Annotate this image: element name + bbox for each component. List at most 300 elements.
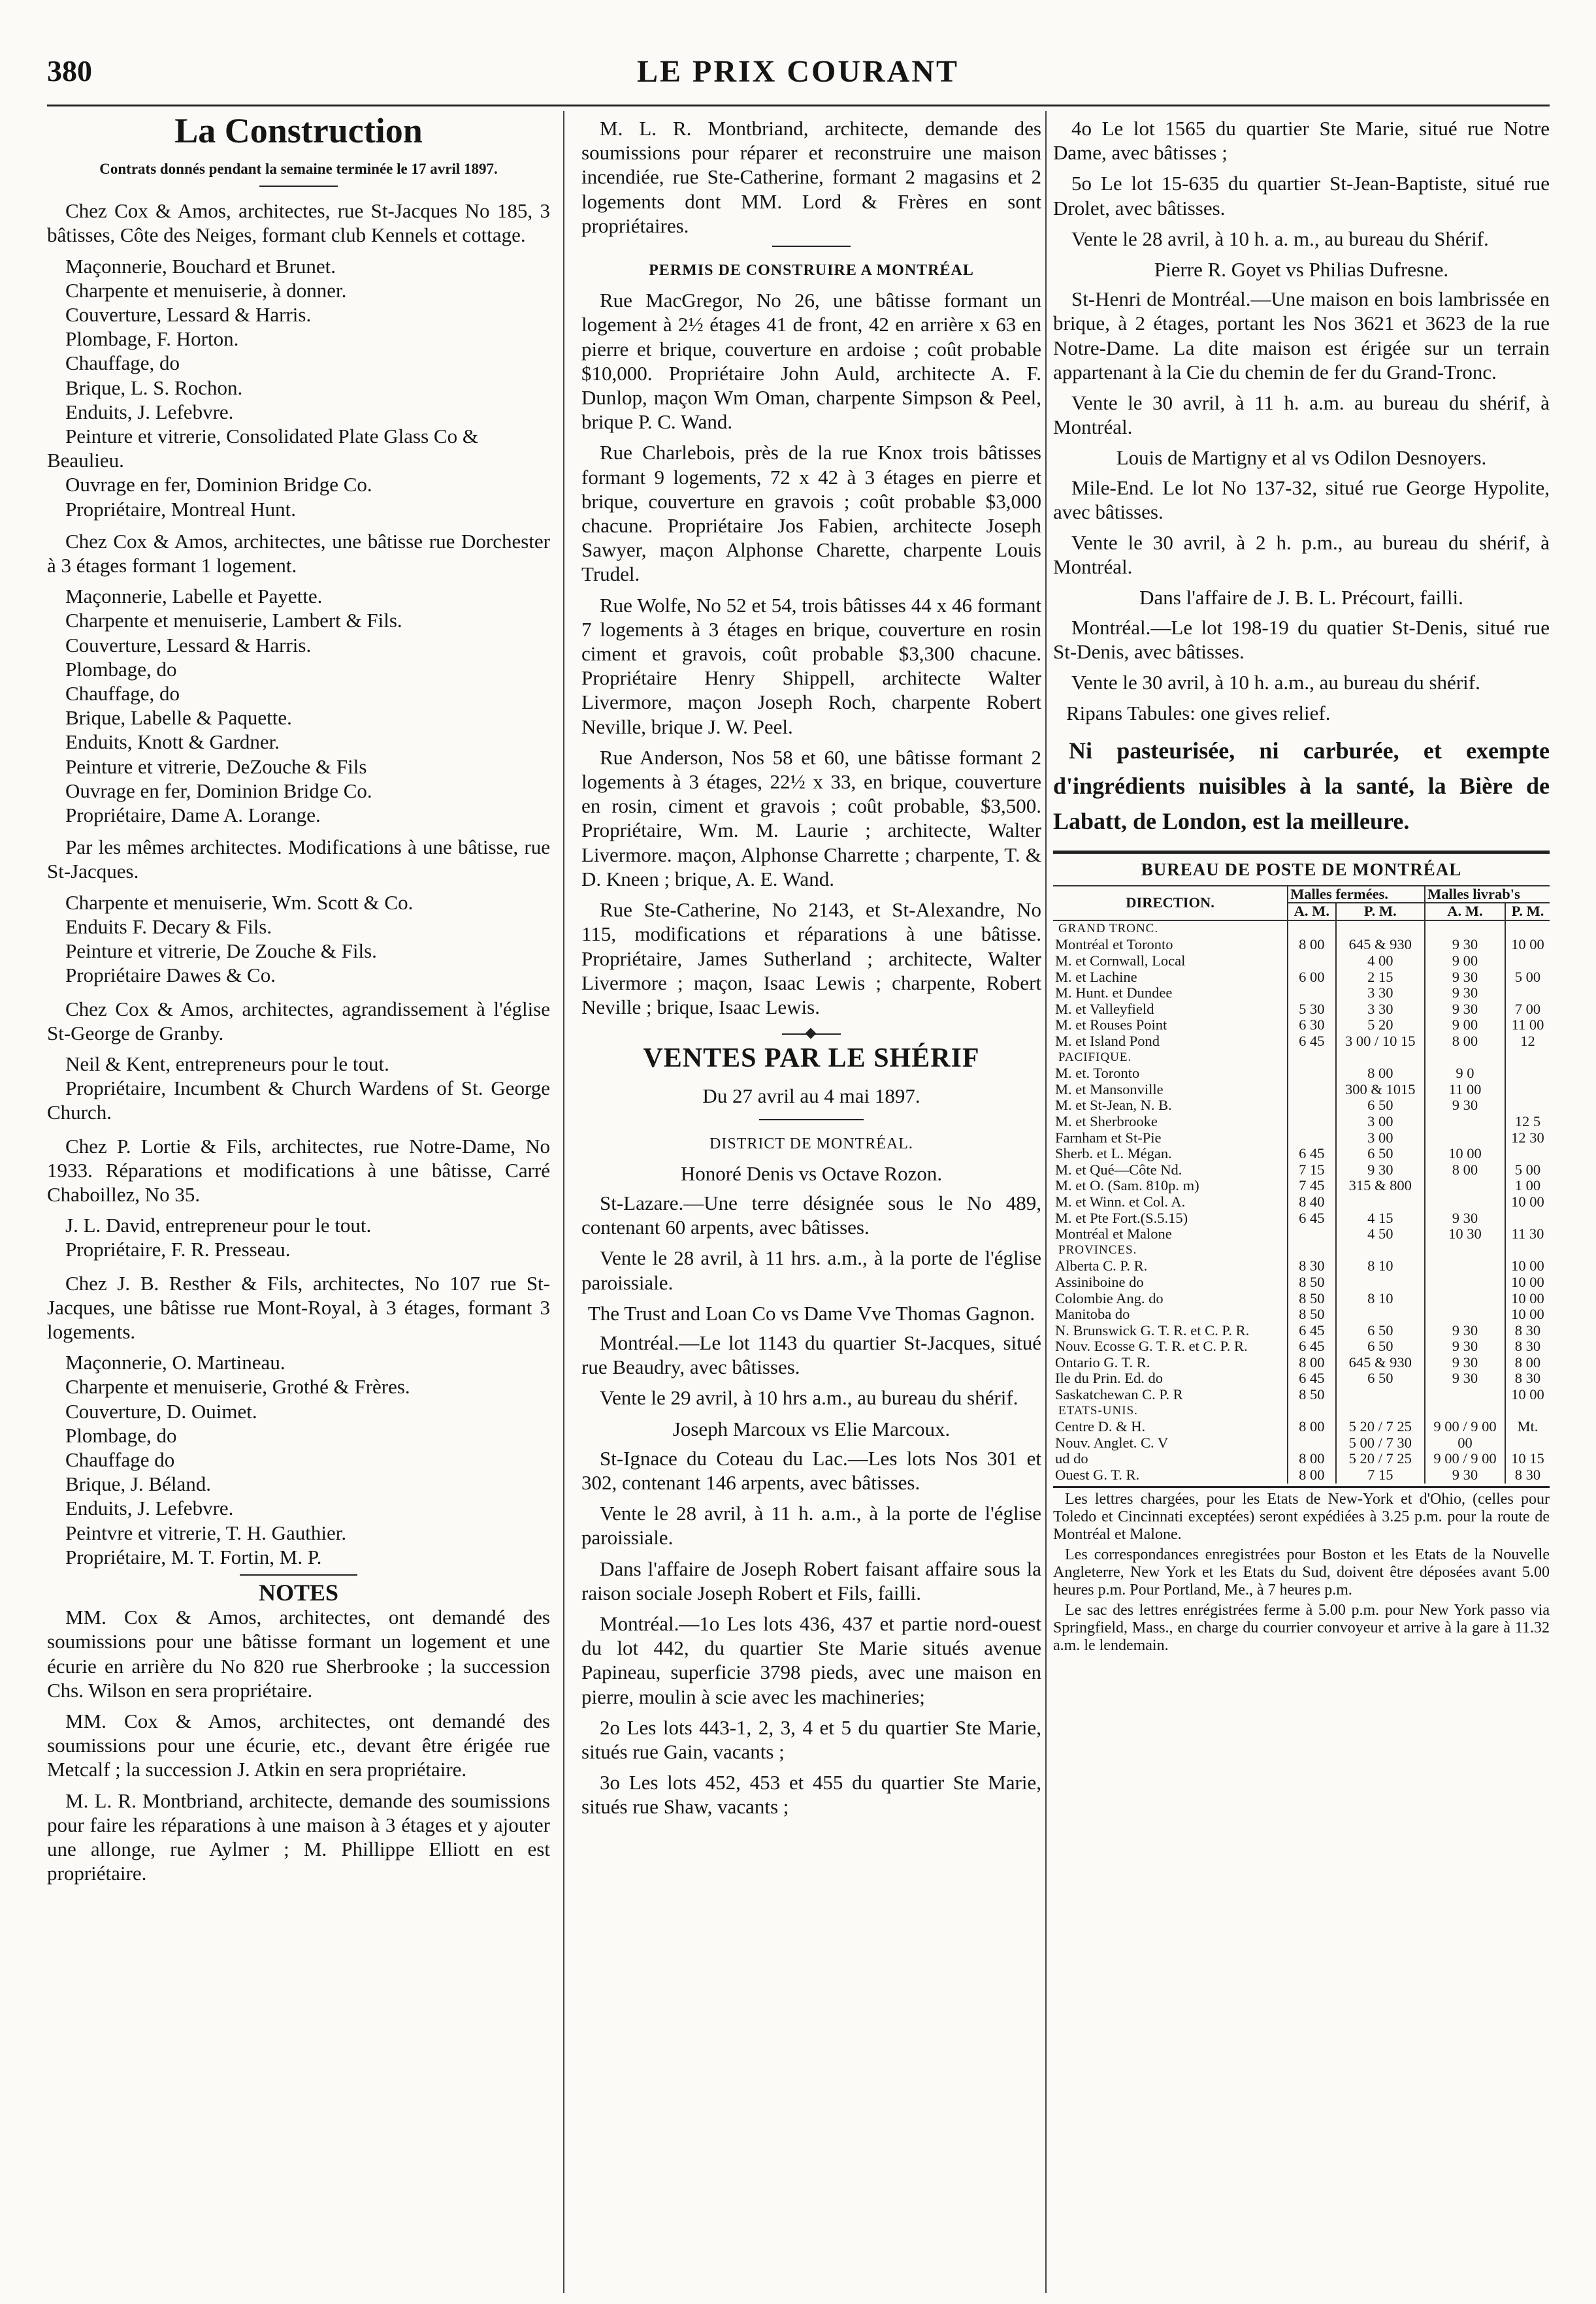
post-office-table — [1053, 885, 1550, 1484]
table-row — [1053, 1130, 1550, 1146]
table-direction-cell: Saskatchewan C. P. R — [1055, 1386, 1183, 1403]
footnote: Les lettres chargées, pour les Etats de New-York et d'Ohio, (celles pour Toledo et Cincinnati exceptées) seront expédiées à 3.25 p.m. pour la route de Montréal et Malone. — [1053, 1490, 1550, 1543]
table-cell — [1425, 1403, 1505, 1420]
table-time-cell: 2 15 — [1336, 969, 1425, 986]
table-bottom-rule — [1053, 1486, 1550, 1488]
post-office-table-body — [1053, 920, 1550, 1484]
case-text: Mile-End. Le lot No 137-32, situé rue George Hypolite, avec bâtisses. — [1053, 476, 1550, 523]
table-direction-cell: Montréal et Malone — [1055, 1225, 1172, 1242]
table-time-cell: 5 00 — [1505, 1162, 1550, 1178]
case-text: Montréal.—Le lot 1143 du quartier St-Jacques, situé rue Beaudry, avec bâtisses. — [581, 1331, 1041, 1379]
table-direction-cell: Alberta C. P. R. — [1055, 1257, 1148, 1274]
section-title-construction: La Construction — [174, 111, 423, 150]
table-time-cell: 7 45 — [1288, 1178, 1336, 1194]
case-text: St-Henri de Montréal.—Une maison en bois lambrissée en brique, à 2 étages, portant les Nos 3621 et 3623 de la rue Notre-Dame. La dite maison est érigée sur un terrain appartenant à la Cie du chemin de fer du Grand-Tronc. — [1053, 287, 1550, 383]
table-time-cell: 10 15 — [1505, 1451, 1550, 1467]
table-row — [1053, 1210, 1550, 1227]
contract-block — [47, 1134, 550, 1262]
table-time-cell: 8 50 — [1288, 1306, 1336, 1323]
table-direction-cell: ud do — [1055, 1450, 1088, 1467]
table-direction-cell: M. et Pte Fort.(S.5.15) — [1055, 1209, 1188, 1226]
table-row — [1053, 1274, 1550, 1291]
table-direction-cell: Ile du Prin. Ed. do — [1055, 1370, 1163, 1387]
case-title: Dans l'affaire de J. B. L. Précourt, failli. — [1139, 586, 1463, 609]
table-group-label: PROVINCES. — [1058, 1242, 1137, 1257]
contract-block — [47, 835, 550, 987]
table-time-cell: 9 30 — [1425, 1210, 1505, 1227]
table-time-cell: 9 30 — [1425, 1323, 1505, 1339]
table-time-cell: 9 30 — [1425, 1001, 1505, 1018]
table-time-cell: 5 20 / 7 25 — [1336, 1419, 1425, 1435]
table-time-cell: 8 00 — [1288, 937, 1336, 953]
table-direction-cell: Assiniboine do — [1055, 1273, 1144, 1290]
table-time-cell: 7 00 — [1505, 1001, 1550, 1018]
case-title: Joseph Marcoux vs Elie Marcoux. — [672, 1417, 951, 1440]
table-time-cell: 6 00 — [1288, 969, 1336, 986]
table-time-cell: 8 30 — [1505, 1467, 1550, 1484]
table-direction-cell: M. et St-Jean, N. B. — [1055, 1097, 1172, 1114]
contract-line: Enduits, J. Lefebvre. — [65, 1497, 234, 1520]
contract-line: Plombage, F. Horton. — [65, 327, 239, 351]
table-cell — [1288, 1050, 1336, 1066]
table-time-cell: 8 50 — [1288, 1274, 1336, 1291]
table-time-cell: 8 10 — [1336, 1258, 1425, 1274]
table-time-cell: 9 30 — [1425, 1371, 1505, 1387]
contract-line: Maçonnerie, Bouchard et Brunet. — [65, 254, 336, 278]
table-top-rule — [1053, 851, 1550, 854]
table-time-cell: 8 50 — [1288, 1291, 1336, 1307]
table-time-cell: 10 00 — [1505, 1306, 1550, 1323]
table-time-cell: 6 45 — [1288, 1146, 1336, 1162]
table-time-cell: 4 00 — [1336, 953, 1425, 969]
separator — [772, 246, 851, 247]
table-row — [1053, 1339, 1550, 1355]
table-row — [1053, 1017, 1550, 1033]
table-time-cell — [1505, 1435, 1550, 1452]
table-time-cell: 6 45 — [1288, 1371, 1336, 1387]
contract-line: Peintvre et vitrerie, T. H. Gauthier. — [65, 1521, 347, 1544]
table-direction-cell: Nouv. Anglet. C. V — [1055, 1434, 1169, 1451]
table-time-cell — [1425, 1306, 1505, 1323]
table-time-cell: 8 00 — [1288, 1467, 1336, 1484]
table-time-cell — [1505, 1065, 1550, 1082]
case-text: Vente le 30 avril, à 10 h. a.m., au bureau du shérif. — [1071, 671, 1480, 694]
table-row — [1053, 953, 1550, 969]
table-time-cell — [1288, 1226, 1336, 1242]
contract-line: J. L. David, entrepreneur pour le tout. — [65, 1214, 372, 1237]
table-group-row — [1053, 1403, 1550, 1420]
table-time-cell — [1425, 1178, 1505, 1194]
table-direction-cell: Sherb. et L. Mégan. — [1055, 1145, 1172, 1162]
table-time-cell: 8 00 — [1425, 1033, 1505, 1050]
table-time-cell: 11 00 — [1505, 1017, 1550, 1033]
table-time-cell: 9 00 / 9 00 — [1425, 1419, 1505, 1435]
permit-entry: Rue Charlebois, près de la rue Knox trois bâtisses formant 9 logements, 72 x 42 à 3 étages en pierre et brique, couverture en gravois ; coût probable $3,000 chacune. Propriétaire Jos Fabien, architecte Joseph Sawyer, maçon Alphonse Charette, charpente Louis Trudel. — [581, 441, 1041, 586]
column-1 — [47, 111, 550, 1892]
table-direction-cell: M. et Mansonville — [1055, 1080, 1164, 1097]
table-time-cell: 4 50 — [1336, 1226, 1425, 1242]
table-row — [1053, 1146, 1550, 1162]
table-direction-cell: Ouest G. T. R. — [1055, 1467, 1140, 1484]
table-direction-cell: Montréal et Toronto — [1055, 936, 1173, 953]
table-group-row — [1053, 1050, 1550, 1066]
header-rule — [47, 105, 1550, 106]
contract-line: Couverture, Lessard & Harris. — [65, 633, 312, 657]
table-direction-cell: Manitoba do — [1055, 1306, 1130, 1323]
contract-line: Couverture, D. Ouimet. — [65, 1399, 257, 1423]
contract-line: Enduits, J. Lefebvre. — [65, 400, 234, 423]
case-text: St-Ignace du Coteau du Lac.—Les lots Nos 301 et 302, contenant 146 arpents, avec bâtisses. — [581, 1446, 1041, 1494]
table-cell — [1425, 1050, 1505, 1066]
permit-entry: Rue Wolfe, No 52 et 54, trois bâtisses 44 x 46 formant 7 logements à 3 étages en brique, couverture en rosin ciment et gravois, coût probable $3,300 chacune. Propriétaire Henry Shippell, architecte Walter Livermore, maçon Joseph Roch, charpente Robert Neville, brique J. W. Peel. — [581, 593, 1041, 738]
table-row — [1053, 1001, 1550, 1018]
table-time-cell — [1425, 1274, 1505, 1291]
contract-block — [47, 997, 550, 1125]
contract-line: Enduits, Knott & Gardner. — [65, 730, 280, 754]
ripans-ad: Ripans Tabules: one gives relief. — [1066, 702, 1331, 725]
table-row — [1053, 1065, 1550, 1082]
table-time-cell — [1425, 1291, 1505, 1307]
table-time-cell: 12 — [1505, 1033, 1550, 1050]
note-paragraph: M. L. R. Montbriand, architecte, demande des soumissions pour faire les réparations à une maison à 3 étages et y ajouter une allonge, rue Aylmer ; M. Phillippe Elliott en est propriétaire. — [47, 1789, 550, 1885]
table-time-cell: 7 15 — [1288, 1162, 1336, 1178]
table-time-cell: 8 00 — [1288, 1451, 1336, 1467]
separator — [759, 1119, 864, 1120]
contract-line: Brique, J. Béland. — [65, 1472, 211, 1496]
table-time-cell — [1425, 1387, 1505, 1403]
pm-header: P. M. — [1505, 903, 1550, 920]
table-row — [1053, 1226, 1550, 1242]
table-time-cell — [1336, 1274, 1425, 1291]
case-title: Dans l'affaire de Joseph Robert faisant affaire sous la raison sociale Joseph Robert et Fils, failli. — [581, 1557, 1041, 1604]
column-3 — [1053, 116, 1550, 1657]
contract-intro: Par les mêmes architectes. Modifications à une bâtisse, rue St-Jacques. — [47, 836, 550, 883]
table-time-cell: 315 & 800 — [1336, 1178, 1425, 1194]
separator — [259, 186, 338, 187]
malles-livrees-header: Malles livrab's — [1425, 886, 1550, 903]
table-direction-cell: N. Brunswick G. T. R. et C. P. R. — [1055, 1322, 1250, 1339]
case-text: St-Lazare.—Une terre désignée sous le No 489, contenant 60 arpents, avec bâtisses. — [581, 1191, 1041, 1239]
table-row — [1053, 969, 1550, 986]
contract-line: Plombage, do — [65, 657, 177, 681]
table-time-cell: 11 30 — [1505, 1226, 1550, 1242]
case-title: Honoré Denis vs Octave Rozon. — [680, 1161, 943, 1185]
permit-entry: Rue MacGregor, No 26, une bâtisse formant un logement à 2½ étages 41 de front, 42 en arrière x 63 en pierre et brique, couverture en ardoise ; coût probable $10,000. Propriétaire John Auld, architecte A. F. Dunlop, maçon Wm Oman, charpente Simpson & Peel, brique P. C. Wand. — [581, 289, 1041, 434]
table-time-cell: 9 00 — [1425, 953, 1505, 969]
table-time-cell: 8 40 — [1288, 1194, 1336, 1210]
table-time-cell: Mt. — [1505, 1419, 1550, 1435]
permit-entry: Rue Anderson, Nos 58 et 60, une bâtisse formant 2 logements à 3 étages, 22½ x 33, en brique, couverture en rosin, ciment et gravois ; coût probable, $3,500. Propriétaire, Wm. M. Laurie ; architecte, Walter Livermore. maçon, Alphonse Charrette ; charpente, T. & D. Kneen ; brique, A. E. Wand. — [581, 745, 1041, 890]
contract-line: Peinture et vitrerie, Consolidated Plate Glass Co & Beaulieu. — [47, 425, 478, 472]
table-row — [1053, 1114, 1550, 1130]
section-subtitle: Contrats donnés pendant la semaine terminée le 17 avril 1897. — [99, 161, 498, 178]
table-time-cell: 6 30 — [1288, 1017, 1336, 1033]
table-time-cell — [1505, 1097, 1550, 1114]
contract-intro: Chez P. Lortie & Fils, architectes, rue Notre-Dame, No 1933. Réparations et modifications à une bâtisse, Carré Chaboillez, No 35. — [47, 1134, 550, 1206]
table-time-cell: 3 00 / 10 15 — [1336, 1033, 1425, 1050]
table-time-cell: 6 45 — [1288, 1339, 1336, 1355]
table-direction-cell: Centre D. & H. — [1055, 1418, 1146, 1435]
contract-line: Maçonnerie, Labelle et Payette. — [65, 585, 323, 608]
contract-line: Peinture et vitrerie, DeZouche & Fils — [65, 754, 367, 778]
column-rule-2 — [1045, 111, 1047, 2293]
table-cell — [1505, 1050, 1550, 1066]
ventes-title: VENTES PAR LE SHÉRIF — [643, 1043, 980, 1074]
table-group-row — [1053, 920, 1550, 937]
table-direction-cell: M. et Valleyfield — [1055, 1000, 1154, 1017]
page-header — [0, 54, 1596, 99]
table-time-cell: 6 45 — [1288, 1033, 1336, 1050]
contract-block — [47, 529, 550, 827]
table-time-cell: 10 00 — [1505, 937, 1550, 953]
table-direction-cell: Colombie Ang. do — [1055, 1290, 1164, 1306]
page-number: 380 — [47, 54, 92, 88]
table-time-cell — [1336, 1306, 1425, 1323]
contract-line: Plombage, do — [65, 1423, 177, 1447]
table-group-label: GRAND TRONC. — [1058, 921, 1159, 935]
contract-intro: Chez Cox & Amos, architectes, une bâtisse rue Dorchester à 3 étages formant 1 logement. — [47, 529, 550, 577]
contract-line: Charpente et menuiserie, Lambert & Fils. — [65, 609, 402, 632]
contract-line: Brique, L. S. Rochon. — [65, 376, 243, 399]
case-text: Vente le 28 avril, à 10 h. a. m., au bureau du Shérif. — [1071, 227, 1489, 250]
table-row — [1053, 1291, 1550, 1307]
table-row — [1053, 1323, 1550, 1339]
table-direction-cell: M. et Cornwall, Local — [1055, 952, 1186, 969]
contract-intro: Chez Cox & Amos, architectes, agrandissement à l'église St-George de Granby. — [47, 997, 550, 1045]
table-time-cell — [1288, 985, 1336, 1001]
table-row — [1053, 1467, 1550, 1484]
contract-line: Chauffage, do — [65, 351, 180, 375]
table-time-cell: 8 00 — [1288, 1419, 1336, 1435]
direction-header: DIRECTION. — [1053, 886, 1288, 920]
table-time-cell: 3 00 — [1336, 1114, 1425, 1130]
table-time-cell: 12 30 — [1505, 1130, 1550, 1146]
contract-intro: Chez Cox & Amos, architectes, rue St-Jacques No 185, 3 bâtisses, Côte des Neiges, formant club Kennels et cottage. — [47, 199, 550, 247]
table-time-cell: 8 00 — [1505, 1355, 1550, 1371]
table-time-cell — [1425, 1130, 1505, 1146]
table-cell — [1505, 920, 1550, 937]
table-time-cell: 12 5 — [1505, 1114, 1550, 1130]
table-cell — [1336, 1403, 1425, 1420]
table-time-cell: 9 00 — [1425, 1017, 1505, 1033]
case-text: Montréal.—1o Les lots 436, 437 et partie nord-ouest du lot 442, du quartier Ste Marie situés avenue Papineau, superficie 3798 pieds, avec une maison en pierre, moulin à scie avec les machineries; — [581, 1612, 1041, 1708]
table-row — [1053, 1435, 1550, 1452]
table-direction-cell: Ontario G. T. R. — [1055, 1354, 1150, 1371]
contract-line: Propriétaire Dawes & Co. — [65, 964, 276, 987]
table-cell — [1425, 920, 1505, 937]
table-time-cell: 6 50 — [1336, 1339, 1425, 1355]
table-time-cell: 3 30 — [1336, 1001, 1425, 1018]
table-time-cell: 6 50 — [1336, 1146, 1425, 1162]
district-heading: DISTRICT DE MONTRÉAL. — [709, 1135, 913, 1152]
table-row — [1053, 937, 1550, 953]
table-time-cell: 8 50 — [1288, 1387, 1336, 1403]
contract-line: Chauffage do — [65, 1448, 175, 1471]
table-time-cell — [1288, 1435, 1336, 1452]
table-time-cell: 9 30 — [1425, 1355, 1505, 1371]
table-row — [1053, 1306, 1550, 1323]
table-group-row — [1053, 1242, 1550, 1259]
table-row — [1053, 1258, 1550, 1274]
table-time-cell: 8 00 — [1425, 1162, 1505, 1178]
contract-line: Ouvrage en fer, Dominion Bridge Co. — [65, 473, 372, 496]
table-time-cell: 6 50 — [1336, 1097, 1425, 1114]
footnote: Le sac des lettres enrégistrées ferme à 5.00 p.m. pour New York passo via Springfield, Mass., en charge du courrier convoyeur et arrive à la gare à 11.32 a.m. le lendemain. — [1053, 1601, 1550, 1654]
table-time-cell: 6 50 — [1336, 1371, 1425, 1387]
contract-line: Ouvrage en fer, Dominion Bridge Co. — [65, 779, 372, 802]
table-row — [1053, 1387, 1550, 1403]
ornament-divider — [782, 1033, 841, 1035]
contract-line: Charpente et menuiserie, Grothé & Frères. — [65, 1375, 410, 1399]
table-time-cell — [1288, 1130, 1336, 1146]
table-time-cell: 9 0 — [1425, 1065, 1505, 1082]
table-time-cell: 10 00 — [1425, 1146, 1505, 1162]
running-title: LE PRIX COURANT — [636, 54, 960, 89]
table-time-cell: 8 30 — [1505, 1371, 1550, 1387]
contract-line: Charpente et menuiserie, Wm. Scott & Co. — [65, 890, 414, 914]
contract-line: Maçonnerie, O. Martineau. — [65, 1351, 285, 1374]
table-row — [1053, 1419, 1550, 1435]
table-time-cell: 8 30 — [1505, 1339, 1550, 1355]
table-group-label: ETATS-UNIS. — [1058, 1403, 1138, 1418]
note-paragraph: MM. Cox & Amos, architectes, ont demandé des soumissions pour une bâtisse formant un logement et une écurie en arrière du No 820 rue Sherbrooke ; la succession Chs. Wilson en sera propriétaire. — [47, 1606, 550, 1702]
table-row — [1053, 1178, 1550, 1194]
table-time-cell: 5 20 / 7 25 — [1336, 1451, 1425, 1467]
ventes-dates: Du 27 avril au 4 mai 1897. — [702, 1084, 920, 1108]
table-time-cell: 300 & 1015 — [1336, 1082, 1425, 1098]
table-time-cell: 10 00 — [1505, 1274, 1550, 1291]
table-time-cell — [1505, 1146, 1550, 1162]
footnote: Les correspondances enregistrées pour Boston et les Etats de la Nouvelle Angleterre, New York et les Etats du Sud, doivent être déposées avant 5.00 heures p.m. Pour Portland, Me., à 7 heures p.m. — [1053, 1546, 1550, 1598]
table-header-row — [1053, 886, 1550, 903]
contract-line: Couverture, Lessard & Harris. — [65, 303, 312, 327]
column-2 — [581, 116, 1041, 1826]
table-row — [1053, 985, 1550, 1001]
table-time-cell — [1288, 1065, 1336, 1082]
table-time-cell: 6 45 — [1288, 1323, 1336, 1339]
table-time-cell: 5 30 — [1288, 1001, 1336, 1018]
case-text: Vente le 28 avril, à 11 h. a.m., à la porte de l'église paroissiale. — [581, 1502, 1041, 1550]
contract-line: Propriétaire, Dame A. Lorange. — [65, 803, 321, 827]
am-header: A. M. — [1425, 903, 1505, 920]
case-text: Vente le 29 avril, à 10 hrs a.m., au bureau du shérif. — [600, 1386, 1018, 1410]
table-time-cell: 11 00 — [1425, 1082, 1505, 1098]
table-time-cell — [1425, 1114, 1505, 1130]
table-time-cell — [1505, 953, 1550, 969]
table-cell — [1288, 1242, 1336, 1259]
table-cell — [1336, 920, 1425, 937]
table-time-cell: 9 30 — [1336, 1162, 1425, 1178]
table-time-cell: 8 30 — [1505, 1323, 1550, 1339]
case-title: Pierre R. Goyet vs Philias Dufresne. — [1154, 258, 1449, 282]
table-row — [1053, 1194, 1550, 1210]
case-text: Vente le 28 avril, à 11 hrs. a.m., à la porte de l'église paroissiale. — [581, 1246, 1041, 1294]
table-time-cell: 10 00 — [1505, 1387, 1550, 1403]
note-paragraph: MM. Cox & Amos, architectes, ont demandé des soumissions pour une écurie, etc., devant être érigée rue Metcalf ; la succession J. Atkin en sera propriétaire. — [47, 1709, 550, 1781]
case-title: Louis de Martigny et al vs Odilon Desnoyers. — [1116, 446, 1487, 470]
contract-intro: Chez J. B. Resther & Fils, architectes, No 107 rue St-Jacques, une bâtisse rue Mont-Royal, à 3 étages, formant 3 logements. — [47, 1271, 550, 1343]
table-time-cell: 9 30 — [1425, 1467, 1505, 1484]
pm-header: P. M. — [1336, 903, 1425, 920]
table-time-cell: 8 00 — [1288, 1355, 1336, 1371]
table-cell — [1288, 920, 1336, 937]
table-time-cell: 7 15 — [1336, 1467, 1425, 1484]
contract-line: Propriétaire, M. T. Fortin, M. P. — [65, 1545, 322, 1568]
table-time-cell: 8 10 — [1336, 1291, 1425, 1307]
contract-line: Propriétaire, Montreal Hunt. — [65, 497, 296, 521]
table-time-cell: 5 00 — [1505, 969, 1550, 986]
table-time-cell: 3 00 — [1336, 1130, 1425, 1146]
contract-line: Chauffage, do — [65, 682, 180, 706]
table-time-cell: 9 30 — [1425, 937, 1505, 953]
table-row — [1053, 1082, 1550, 1098]
table-direction-cell: M. et. Toronto — [1055, 1065, 1140, 1082]
column-rule-1 — [563, 111, 564, 2293]
table-time-cell: 10 30 — [1425, 1226, 1505, 1242]
table-direction-cell: M. et Winn. et Col. A. — [1055, 1193, 1186, 1210]
table-time-cell — [1505, 1082, 1550, 1098]
contract-line: Brique, Labelle & Paquette. — [65, 706, 292, 730]
table-time-cell: 1 00 — [1505, 1178, 1550, 1194]
contract-line: Enduits F. Decary & Fils. — [65, 915, 272, 938]
contract-line: Propriétaire, Incumbent & Church Wardens of St. George Church. — [47, 1077, 550, 1124]
malles-fermees-header: Malles fermées. — [1288, 886, 1425, 903]
table-time-cell: 9 30 — [1425, 969, 1505, 986]
case-text: Vente le 30 avril, à 2 h. p.m., au bureau du shérif, à Montréal. — [1053, 531, 1550, 579]
table-time-cell: 8 00 — [1336, 1065, 1425, 1082]
table-time-cell: 9 00 / 9 00 — [1425, 1451, 1505, 1467]
case-text: 5o Le lot 15-635 du quartier St-Jean-Baptiste, situé rue Drolet, avec bâtisses. — [1053, 172, 1550, 219]
table-time-cell: 8 30 — [1288, 1258, 1336, 1274]
table-time-cell: 5 00 / 7 30 — [1336, 1435, 1425, 1452]
table-cell — [1425, 1242, 1505, 1259]
table-time-cell: 645 & 930 — [1336, 937, 1425, 953]
table-time-cell: 10 00 — [1505, 1258, 1550, 1274]
contract-block — [47, 199, 550, 521]
table-row — [1053, 1355, 1550, 1371]
table-time-cell — [1288, 1097, 1336, 1114]
table-row — [1053, 1162, 1550, 1178]
table-direction-cell: M. et Sherbrooke — [1055, 1112, 1158, 1129]
table-time-cell — [1288, 1114, 1336, 1130]
table-row — [1053, 1451, 1550, 1467]
table-time-cell: 9 30 — [1425, 1097, 1505, 1114]
table-time-cell — [1288, 953, 1336, 969]
table-cell — [1505, 1242, 1550, 1259]
table-time-cell — [1505, 985, 1550, 1001]
case-text: Montréal.—Le lot 198-19 du quatier St-Denis, situé rue St-Denis, avec bâtisses. — [1053, 615, 1550, 663]
case-text: 4o Le lot 1565 du quartier Ste Marie, situé rue Notre Dame, avec bâtisses ; — [1053, 117, 1550, 165]
case-title: The Trust and Loan Co vs Dame Vve Thomas Gagnon. — [587, 1301, 1035, 1325]
table-time-cell: 10 00 — [1505, 1194, 1550, 1210]
table-time-cell: 645 & 930 — [1336, 1355, 1425, 1371]
labatt-ad: Ni pasteurisée, ni carburée, et exempte d'ingrédients nuisibles à la santé, la Bière de Labatt, de London, est la meilleure. — [1053, 738, 1550, 835]
notes-title: NOTES — [258, 1579, 339, 1606]
am-header: A. M. — [1288, 903, 1336, 920]
table-time-cell: 3 30 — [1336, 985, 1425, 1001]
contract-line: Neil & Kent, entrepreneurs pour le tout. — [65, 1052, 389, 1075]
contract-line: Charpente et menuiserie, à donner. — [65, 278, 347, 302]
table-direction-cell: M. et Lachine — [1055, 968, 1137, 985]
table-cell — [1336, 1242, 1425, 1259]
bureau-title: BUREAU DE POSTE DE MONTRÉAL — [1141, 860, 1462, 880]
table-time-cell: 5 20 — [1336, 1017, 1425, 1033]
table-direction-cell: Farnham et St-Pie — [1055, 1129, 1162, 1146]
table-row — [1053, 1033, 1550, 1050]
table-time-cell: 6 45 — [1288, 1210, 1336, 1227]
notes-rule — [240, 1574, 357, 1576]
permit-entry: Rue Ste-Catherine, No 2143, et St-Alexandre, No 115, modifications et réparations à une bâtisse. Propriétaire, James Sutherland ; architecte, Walter Livermore ; maçon, Isaac Lewis ; charpente, Robert Neville ; brique, Isaac Lewis. — [581, 898, 1041, 1018]
